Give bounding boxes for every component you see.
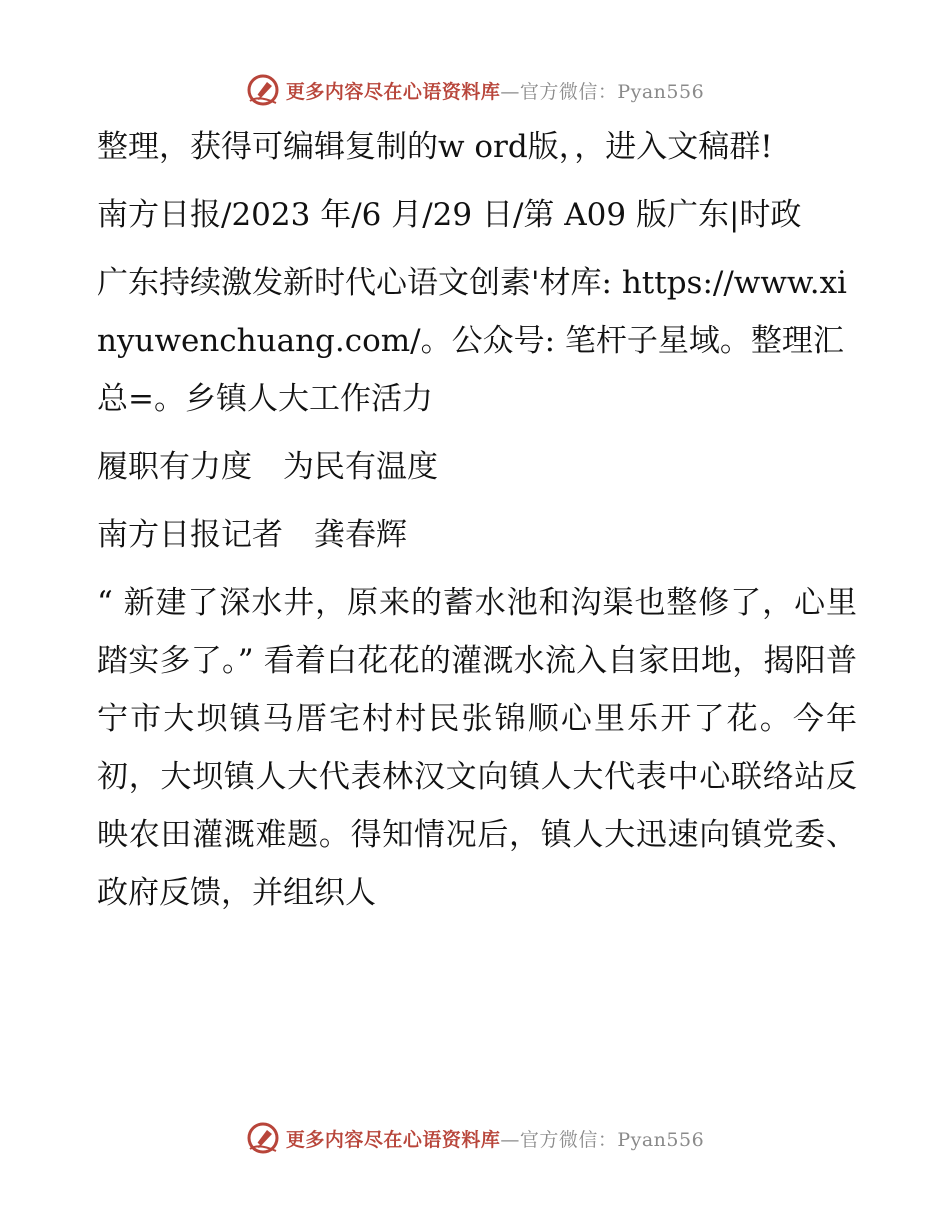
paragraph-subtitle: 履职有力度 为民有温度 <box>97 449 438 485</box>
paragraph-source-line: 南方日报/2023 年/6 月/29 日/第 A09 版广东|时政 <box>97 197 802 233</box>
banner-text: 更多内容尽在心语资料库—官方微信：Pyan556 <box>285 1128 705 1151</box>
document-body <box>97 118 857 932</box>
paragraph-headline: 广东持续激发新时代心语文创素'材库: https://www.xinyuwenchuang.com/。公众号: 笔杆子星域。整理汇总=。乡镇人大工作活力 <box>97 265 847 417</box>
paragraph-byline: 南方日报记者 龚春辉 <box>97 517 407 553</box>
paragraph-body: “ 新建了深水井，原来的蓄水池和沟渠也整修了，心里踏实多了。” 看着白花花的灌溉水流入自家田地，揭阳普宁市大坝镇马厝宅村村民张锦顺心里乐开了花。今年初，大坝镇人大代表林汉文向镇人大代表中心联络站反映农田灌溉难题。得知情况后，镇人大迅速向镇党委、政府反馈，并组织人 <box>97 585 857 911</box>
pen-nib-logo-icon <box>246 1121 280 1155</box>
header-banner <box>0 70 950 110</box>
footer-banner <box>0 1118 950 1158</box>
pen-nib-logo-icon <box>246 73 280 107</box>
banner-text: 更多内容尽在心语资料库—官方微信：Pyan556 <box>285 80 705 103</box>
paragraph-intro: 整理，获得可编辑复制的w ord版，，进入文稿群! <box>97 129 773 165</box>
